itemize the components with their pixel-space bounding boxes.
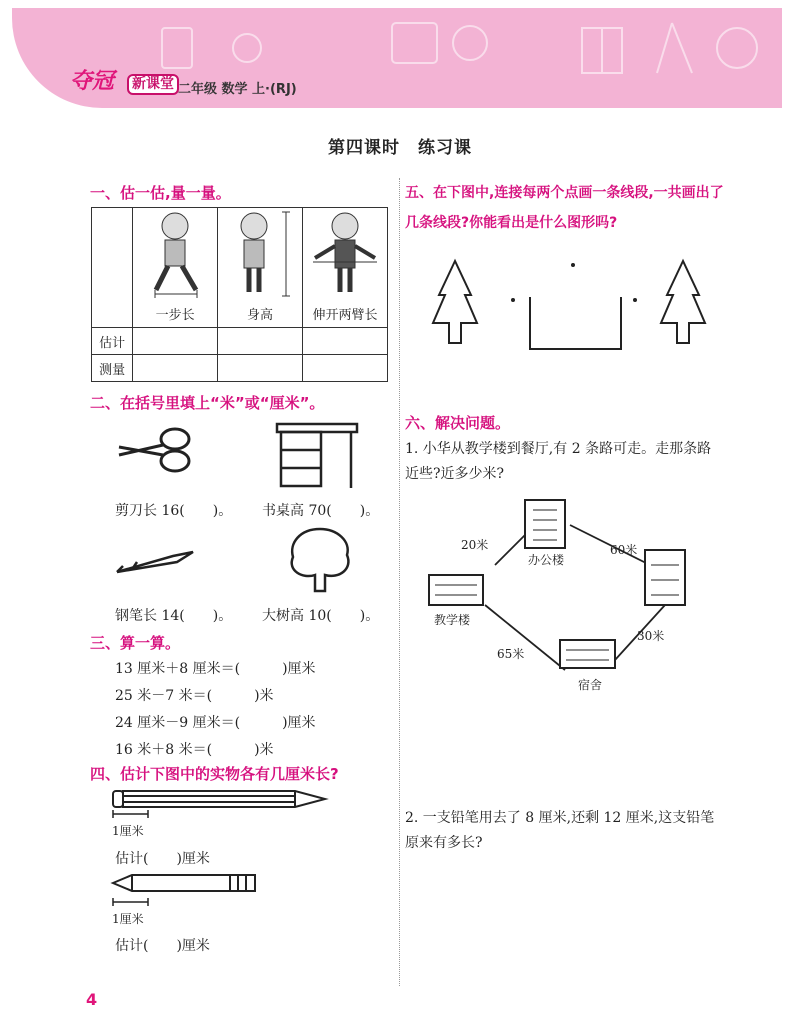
col-label-armspan: 伸开两臂长 <box>312 308 378 323</box>
dot-right <box>633 298 637 302</box>
dorm-building <box>560 640 615 668</box>
section-3-title: 三、算一算。 <box>90 634 181 652</box>
boy-armspan-figure <box>303 208 387 300</box>
col-armspan <box>303 208 388 328</box>
teaching-building <box>429 575 483 605</box>
book-info: 二年级 数学 上·(RJ) <box>178 82 297 97</box>
measure-step-cell[interactable] <box>133 355 218 382</box>
unit-label-2: 1厘米 <box>112 912 144 926</box>
unit-label-1: 1厘米 <box>112 824 144 838</box>
col-height <box>218 208 303 328</box>
fountain-pen-icon <box>113 548 203 578</box>
measure-armspan-cell[interactable] <box>303 355 388 382</box>
logo-sub: 新课堂 <box>127 74 179 95</box>
dot-left <box>511 298 515 302</box>
item-scissors: 剪刀长 16( )。 <box>115 503 233 519</box>
section-5-title: 五、在下图中,连接每两个点画一条线段,一共画出了几条线段?你能看出是什么图形吗? <box>405 185 724 231</box>
item-tree: 大树高 10( )。 <box>262 608 380 624</box>
label-office: 办公楼 <box>528 553 565 567</box>
page-title: 第四课时 练习课 <box>328 138 472 158</box>
office-building <box>525 500 565 548</box>
label-teaching: 教学楼 <box>434 613 471 627</box>
dist-office-canteen: 60米 <box>610 543 638 557</box>
item-desk: 书桌高 70( )。 <box>262 503 380 519</box>
section-6-title: 六、解决问题。 <box>405 414 511 432</box>
header-doodles <box>12 8 782 108</box>
logo-main: 夺冠 <box>70 69 115 94</box>
col-label-step: 一步长 <box>155 308 195 323</box>
header-banner <box>12 8 782 108</box>
tree-icon <box>285 525 355 595</box>
calc-3: 24 厘米－9 厘米＝( )厘米 <box>115 715 316 731</box>
estimate-armspan-cell[interactable] <box>303 328 388 355</box>
section-1-title: 一、估一估,量一量。 <box>90 184 231 202</box>
calc-1: 13 厘米＋8 厘米＝( )厘米 <box>115 661 316 677</box>
question-1: 1. 小华从教学楼到餐厅,有 2 条路可走。走那条路近些?近多少米? <box>405 441 712 482</box>
measure-height-cell[interactable] <box>218 355 303 382</box>
estimate-pencil-1: 估计( )厘米 <box>115 851 210 867</box>
col-step <box>133 208 218 328</box>
col-label-height: 身高 <box>247 308 274 323</box>
calc-4: 16 米＋8 米＝( )米 <box>115 742 274 758</box>
canteen-building <box>645 550 685 605</box>
section-4-title: 四、估计下图中的实物各有几厘米长? <box>90 765 339 783</box>
column-divider <box>399 178 400 986</box>
dist-dorm-canteen: 30米 <box>637 629 665 643</box>
row-label-measure: 测量 <box>92 355 133 382</box>
scissors-icon <box>115 425 195 475</box>
desk-icon <box>275 420 360 490</box>
pencil-1-icon <box>110 788 335 818</box>
tree-right <box>661 261 705 343</box>
open-rect-line <box>530 297 621 349</box>
row-label-estimate: 估计 <box>92 328 133 355</box>
dist-teach-dorm: 65米 <box>497 647 525 661</box>
item-pen: 钢笔长 14( )。 <box>115 608 233 624</box>
section-2-title: 二、在括号里填上“米”或“厘米”。 <box>90 394 325 412</box>
question-2: 2. 一支铅笔用去了 8 厘米,还剩 12 厘米,这支铅笔原来有多长? <box>405 810 715 851</box>
dot-top <box>571 263 575 267</box>
estimate-height-cell[interactable] <box>218 328 303 355</box>
campus-map <box>425 495 695 695</box>
path-teach-office <box>495 535 525 565</box>
tree-left <box>433 261 477 343</box>
dots-trees-figure <box>425 255 715 365</box>
boy-step-figure <box>135 208 215 300</box>
label-dorm: 宿舍 <box>578 678 603 692</box>
pencil-2-icon <box>110 872 260 912</box>
estimate-table <box>91 207 388 382</box>
estimate-step-cell[interactable] <box>133 328 218 355</box>
page-number: 4 <box>86 990 98 1009</box>
dist-teach-office: 20米 <box>461 538 489 552</box>
boy-height-figure <box>220 208 300 300</box>
calc-2: 25 米－7 米＝( )米 <box>115 688 274 704</box>
estimate-pencil-2: 估计( )厘米 <box>115 938 210 954</box>
